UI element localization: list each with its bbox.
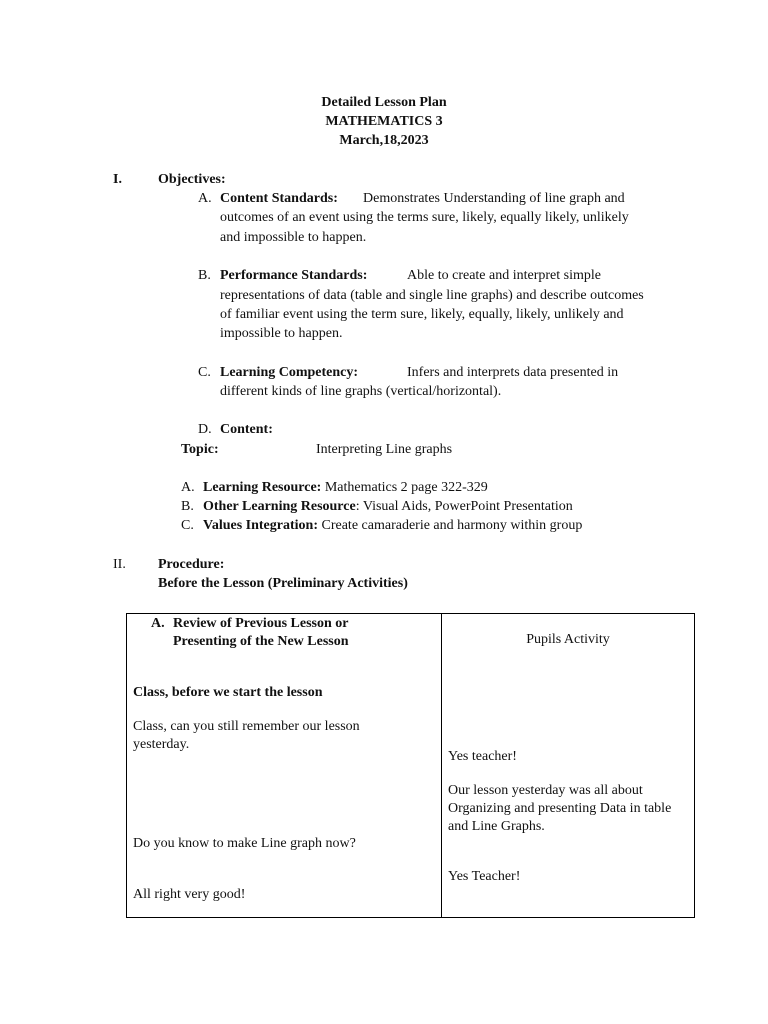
resource-b-label: Other Learning Resource <box>203 499 356 514</box>
resource-b-value: : Visual Aids, PowerPoint Presentation <box>355 499 573 514</box>
objective-a-text: outcomes of an event using the terms sure, likely, equally likely, unlikely <box>220 210 629 225</box>
objective-a-letter: A. <box>198 191 212 206</box>
pupil-response: and Line Graphs. <box>448 819 545 834</box>
objective-b-label: Performance Standards: <box>220 268 368 283</box>
teacher-line: Do you know to make Line graph now? <box>133 836 356 851</box>
teacher-line: Class, can you still remember our lesson <box>133 719 360 734</box>
objective-d-label: Content: <box>220 422 273 437</box>
pupil-response: Yes teacher! <box>448 749 517 764</box>
doc-date: March,18,2023 <box>339 133 429 148</box>
resource-a <box>203 479 488 497</box>
objective-b-text: representations of data (table and single line graphs) and describe outcomes <box>220 288 644 303</box>
resource-c-value: Create camaraderie and harmony within group <box>318 518 583 533</box>
teacher-line: yesterday. <box>133 737 190 752</box>
resource-b <box>203 498 573 516</box>
objective-c-text: Infers and interprets data presented in <box>407 365 619 380</box>
objective-a-text: and impossible to happen. <box>220 230 367 245</box>
objective-b-text: Able to create and interpret simple <box>407 268 601 283</box>
topic-label: Topic: <box>181 442 219 457</box>
objective-b-letter: B. <box>198 268 211 283</box>
resource-b-letter: B. <box>181 499 194 514</box>
section-1-heading: Objectives: <box>158 172 226 187</box>
objective-c-letter: C. <box>198 365 211 380</box>
table-column-divider <box>441 614 442 917</box>
objective-b-text: impossible to happen. <box>220 326 343 341</box>
section-1-number: I. <box>113 172 122 187</box>
objective-a-label: Content Standards: <box>220 191 338 206</box>
table-left-header-letter: A. <box>151 616 165 631</box>
objective-d-letter: D. <box>198 422 212 437</box>
section-2-subheading: Before the Lesson (Preliminary Activities) <box>158 576 408 591</box>
objective-c-text: different kinds of line graphs (vertical/horizontal). <box>220 384 502 399</box>
objective-b-text: of familiar event using the term sure, likely, equally, likely, unlikely and <box>220 307 624 322</box>
pupil-response: Organizing and presenting Data in table <box>448 801 672 816</box>
resource-a-label: Learning Resource: <box>203 480 322 495</box>
objective-c-label: Learning Competency: <box>220 365 359 380</box>
section-2-number: II. <box>113 557 126 572</box>
teacher-line: All right very good! <box>133 887 246 902</box>
doc-title: Detailed Lesson Plan <box>321 95 447 110</box>
table-left-header: Presenting of the New Lesson <box>173 634 349 649</box>
resource-a-letter: A. <box>181 480 195 495</box>
doc-subject: MATHEMATICS 3 <box>325 114 443 129</box>
pupil-response: Yes Teacher! <box>448 869 521 884</box>
pupil-response: Our lesson yesterday was all about <box>448 783 643 798</box>
resource-c-label: Values Integration: <box>203 518 318 533</box>
table-right-header: Pupils Activity <box>526 632 610 647</box>
resource-a-value: Mathematics 2 page 322-329 <box>321 480 488 495</box>
resource-c <box>203 517 582 535</box>
resource-c-letter: C. <box>181 518 194 533</box>
teacher-line: Class, before we start the lesson <box>133 685 323 700</box>
topic-value: Interpreting Line graphs <box>316 442 453 457</box>
objective-a-text: Demonstrates Understanding of line graph and <box>363 191 625 206</box>
lesson-table <box>126 613 695 918</box>
table-left-header: Review of Previous Lesson or <box>173 616 349 631</box>
section-2-heading: Procedure: <box>158 557 225 572</box>
